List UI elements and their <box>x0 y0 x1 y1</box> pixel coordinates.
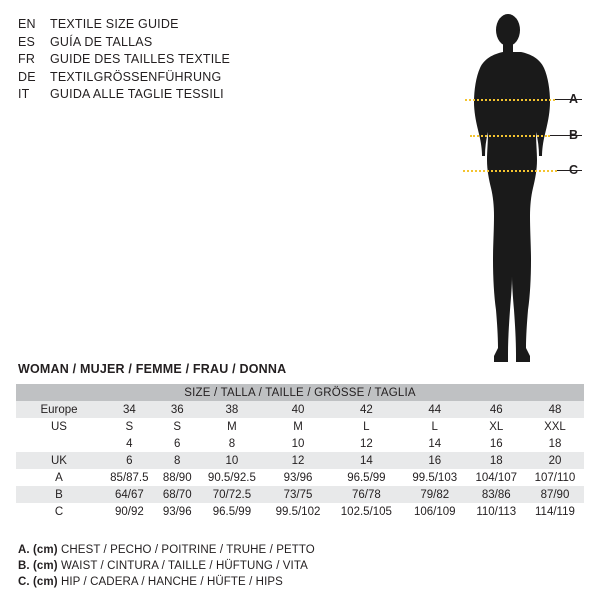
table-cell: 44 <box>428 403 442 416</box>
note-text: CHEST / PECHO / POITRINE / TRUHE / PETTO <box>60 544 315 556</box>
note-key: C. (cm) <box>18 576 58 588</box>
table-cell: M <box>227 420 237 433</box>
body-figure <box>430 10 590 370</box>
row-label: B <box>55 488 63 501</box>
row-label: Europe <box>40 403 78 416</box>
table-row <box>16 401 584 418</box>
row-label: C <box>54 505 64 518</box>
table-row <box>16 486 584 503</box>
table-cell: 99.5/102 <box>275 505 321 518</box>
table-cell: 18 <box>489 454 503 467</box>
table-cell: 106/109 <box>413 505 456 518</box>
table-cell: 99.5/103 <box>412 471 458 484</box>
table-cell: L <box>363 420 370 433</box>
language-code: ES <box>18 34 36 49</box>
table-cell: 20 <box>548 454 562 467</box>
table-cell: 110/113 <box>476 505 517 518</box>
table-cell: 46 <box>489 403 503 416</box>
table-cell: 96.5/99 <box>347 471 386 484</box>
table-cell: 93/96 <box>283 471 313 484</box>
note-key: A. (cm) <box>18 544 58 556</box>
table-cell: 64/67 <box>114 488 144 501</box>
table-cell: 90/92 <box>114 505 144 518</box>
row-label <box>16 435 102 452</box>
note-text: HIP / CADERA / HANCHE / HÜFTE / HIPS <box>60 576 283 588</box>
table-cell: 90.5/92.5 <box>207 471 256 484</box>
table-cell: M <box>293 420 303 433</box>
table-cell: 38 <box>225 403 239 416</box>
table-row <box>16 503 584 520</box>
table-cell: 85/87.5 <box>110 471 149 484</box>
table-cell: 104/107 <box>475 471 518 484</box>
table-row <box>16 469 584 486</box>
language-code: DE <box>18 69 36 84</box>
table-cell: 6 <box>174 437 181 450</box>
table-cell: 16 <box>489 437 503 450</box>
row-label: A <box>55 471 63 484</box>
table-cell: 14 <box>428 437 442 450</box>
table-cell: 40 <box>291 403 305 416</box>
table-cell: 16 <box>428 454 442 467</box>
table-cell: 83/86 <box>481 488 511 501</box>
table-cell: 93/96 <box>162 505 192 518</box>
note-text: WAIST / CINTURA / TAILLE / HÜFTUNG / VITA <box>60 560 308 572</box>
table-cell: 102.5/105 <box>340 505 392 518</box>
language-code: IT <box>18 87 30 101</box>
hip-measure-line <box>463 170 557 172</box>
row-label: US <box>51 420 67 433</box>
table-cell: 10 <box>225 454 239 467</box>
table-cell: 48 <box>548 403 562 416</box>
note-row <box>18 574 315 590</box>
marker-label-a: A <box>569 92 579 106</box>
table-cell: S <box>125 420 134 433</box>
marker-label-b: B <box>569 128 579 142</box>
table-cell: 107/110 <box>534 471 576 484</box>
table-cell: 88/90 <box>162 471 192 484</box>
table-cell: L <box>431 420 438 433</box>
table-cell: 10 <box>291 437 305 450</box>
language-title: GUÍA DE TALLAS <box>50 34 153 49</box>
table-header-label: SIZE / TALLA / TAILLE / GRÖSSE / TAGLIA <box>16 384 584 401</box>
marker-label-c: C <box>569 163 579 177</box>
language-list <box>18 16 318 104</box>
language-row <box>18 69 318 87</box>
waist-measure-line <box>470 135 550 137</box>
table-cell: 14 <box>359 454 373 467</box>
table-cell: 4 <box>126 437 133 450</box>
female-silhouette-icon <box>430 10 590 370</box>
language-row <box>18 51 318 69</box>
table-cell: 114/119 <box>535 505 575 518</box>
table-cell: 42 <box>359 403 373 416</box>
language-code: FR <box>18 52 36 66</box>
table-cell: 34 <box>122 403 136 416</box>
table-row <box>16 435 584 452</box>
table-cell: 36 <box>170 403 184 416</box>
table-cell: 8 <box>174 454 181 467</box>
size-table <box>16 384 584 520</box>
measurement-notes <box>18 542 315 590</box>
table-cell: 76/78 <box>351 488 381 501</box>
language-row <box>18 34 318 52</box>
table-cell: XXL <box>544 420 566 433</box>
table-cell: 12 <box>359 437 373 450</box>
language-title: TEXTILE SIZE GUIDE <box>50 17 179 31</box>
table-cell: 70/72.5 <box>212 488 252 501</box>
note-row <box>18 542 315 558</box>
chest-measure-line <box>465 99 555 101</box>
language-code: EN <box>18 17 36 31</box>
table-header-row <box>16 384 584 401</box>
table-caption: WOMAN / MUJER / FEMME / FRAU / DONNA <box>18 362 287 376</box>
note-key: B. (cm) <box>18 560 58 572</box>
language-title: TEXTILGRÖSSENFÜHRUNG <box>50 69 222 84</box>
table-cell: 8 <box>228 437 236 450</box>
language-row <box>18 16 318 34</box>
table-cell: 68/70 <box>162 488 192 501</box>
language-title: GUIDE DES TAILLES TEXTILE <box>50 52 231 66</box>
note-row <box>18 558 315 574</box>
table-row <box>16 452 584 469</box>
table-cell: 79/82 <box>420 488 450 501</box>
table-cell: 18 <box>548 437 562 450</box>
row-label: UK <box>51 454 67 467</box>
table-cell: 12 <box>291 454 305 467</box>
table-cell: 87/90 <box>540 488 570 501</box>
table-cell: 6 <box>126 454 133 467</box>
table-row <box>16 418 584 435</box>
table-cell: 73/75 <box>283 488 313 501</box>
language-row <box>18 86 318 104</box>
language-title: GUIDA ALLE TAGLIE TESSILI <box>50 87 224 101</box>
table-cell: S <box>173 420 182 433</box>
table-cell: 96.5/99 <box>212 505 252 518</box>
table-cell: XL <box>489 420 504 433</box>
